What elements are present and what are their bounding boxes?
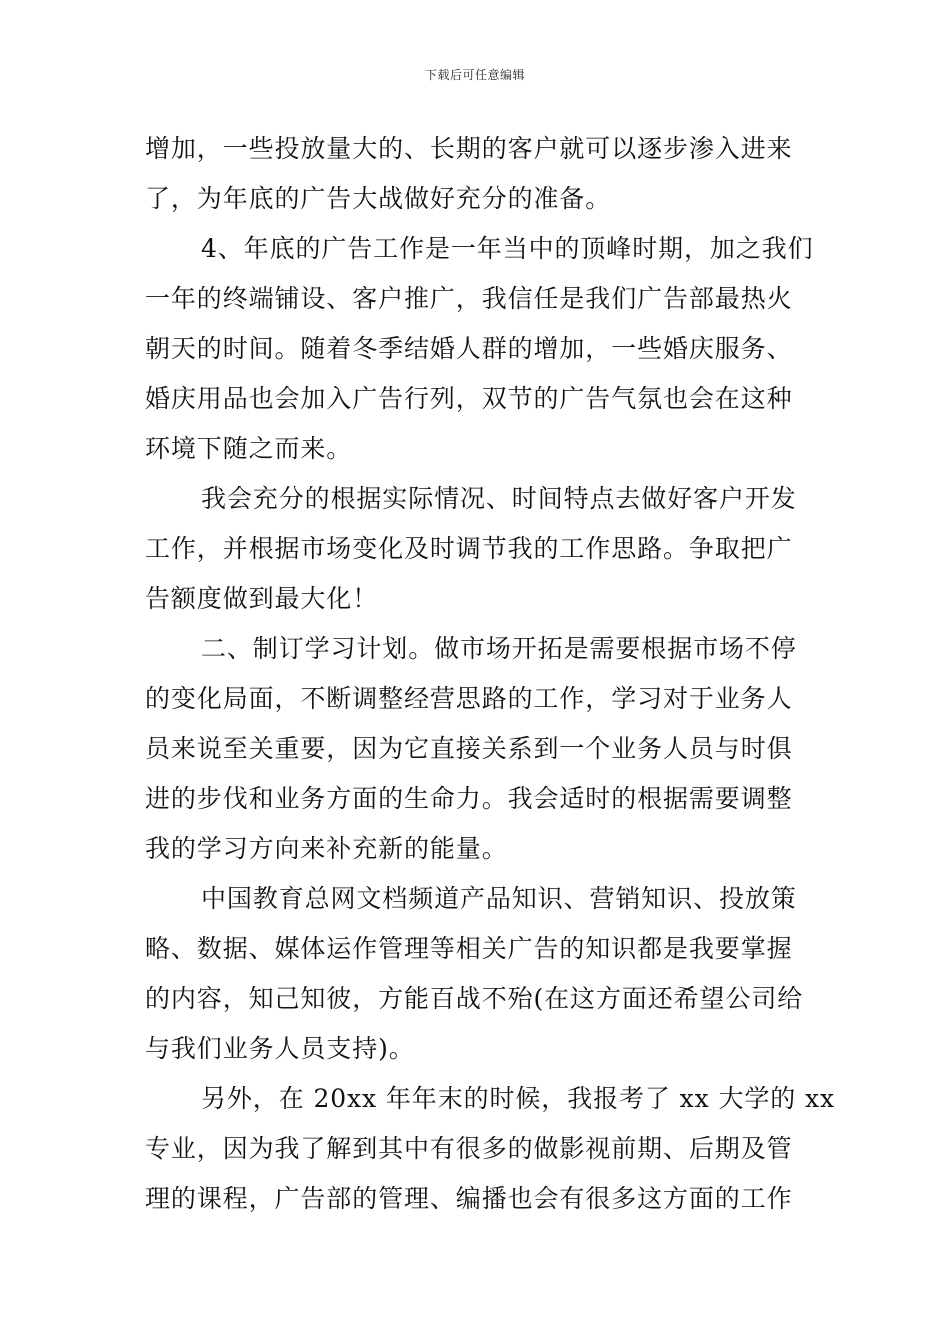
text-line: 与我们业务人员支持)。 bbox=[145, 1034, 415, 1063]
page-header-note: 下载后可任意编辑 bbox=[424, 68, 525, 82]
paragraph-first-line: 中国教育总网文档频道产品知识、营销知识、投放策 bbox=[201, 884, 797, 913]
text-line: 增加，一些投放量大的、长期的客户就可以逐步渗入进来 bbox=[145, 134, 793, 163]
text-line: 工作，并根据市场变化及时调节我的工作思路。争取把广 bbox=[145, 534, 793, 563]
text-line: 员来说至关重要，因为它直接关系到一个业务人员与时俱 bbox=[145, 734, 793, 763]
text-line: 朝天的时间。随着冬季结婚人群的增加，一些婚庆服务、 bbox=[145, 334, 793, 363]
text-line: 专业，因为我了解到其中有很多的做影视前期、后期及管 bbox=[145, 1134, 793, 1163]
text-line: 了，为年底的广告大战做好充分的准备。 bbox=[145, 184, 612, 213]
document-body bbox=[145, 124, 836, 1224]
text-line: 一年的终端铺设、客户推广，我信任是我们广告部最热火 bbox=[145, 284, 793, 313]
paragraph-first-line: 4、年底的广告工作是一年当中的顶峰时期，加之我们 bbox=[201, 234, 814, 263]
paragraph-first-line: 我会充分的根据实际情况、时间特点去做好客户开发 bbox=[201, 484, 797, 513]
text-line: 的变化局面，不断调整经营思路的工作，学习对于业务人 bbox=[145, 684, 793, 713]
text-line: 婚庆用品也会加入广告行列，双节的广告气氛也会在这种 bbox=[145, 384, 793, 413]
text-line: 我的学习方向来补充新的能量。 bbox=[145, 834, 508, 863]
paragraph-first-line: 二、制订学习计划。做市场开拓是需要根据市场不停 bbox=[201, 634, 797, 663]
text-line: 进的步伐和业务方面的生命力。我会适时的根据需要调整 bbox=[145, 784, 793, 813]
text-line: 告额度做到最大化！ bbox=[145, 584, 379, 613]
paragraph-first-line: 另外，在 20xx 年年末的时候，我报考了 xx 大学的 xx bbox=[201, 1084, 836, 1113]
text-line: 环境下随之而来。 bbox=[145, 434, 353, 463]
text-line: 的内容，知己知彼，方能百战不殆(在这方面还希望公司给 bbox=[145, 984, 804, 1013]
text-line: 理的课程，广告部的管理、编播也会有很多这方面的工作 bbox=[145, 1184, 793, 1213]
text-line: 略、数据、媒体运作管理等相关广告的知识都是我要掌握 bbox=[145, 934, 793, 963]
